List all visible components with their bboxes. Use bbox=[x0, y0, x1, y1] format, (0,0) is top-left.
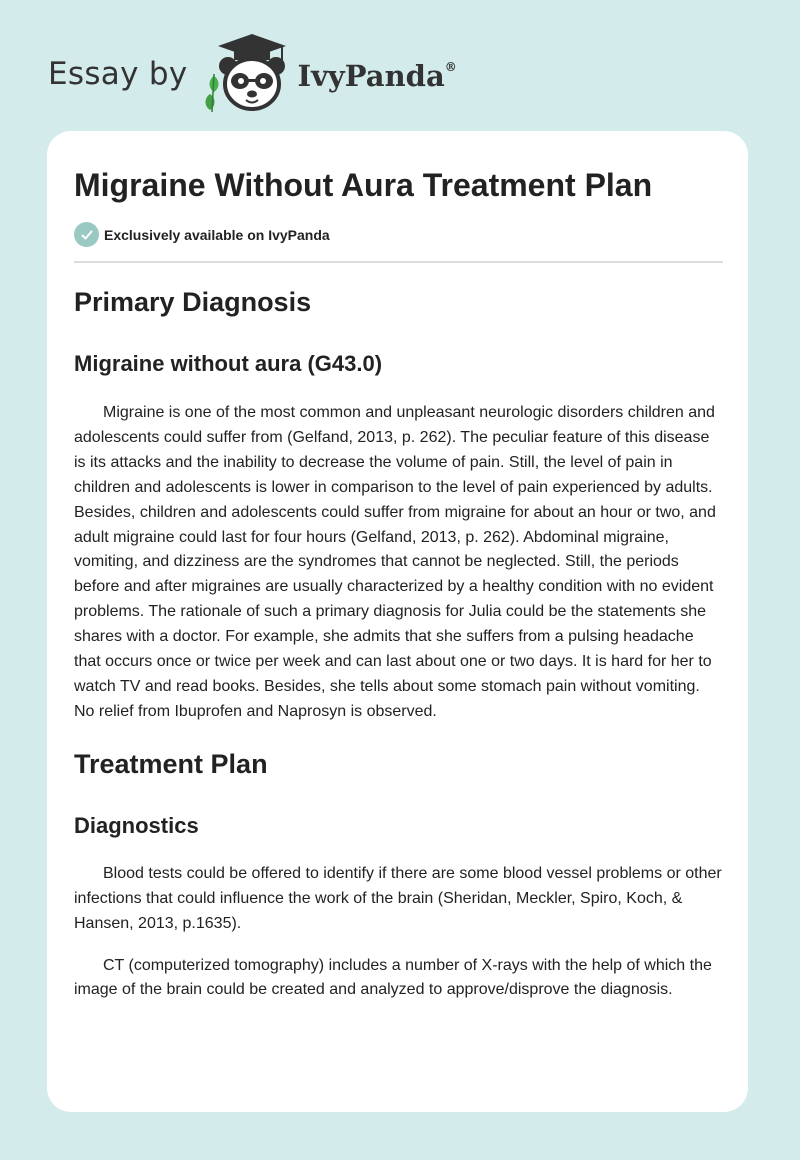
paragraph-diagnostics-1: Blood tests could be offered to identify if there are some blood vessel problems or other infections that could influence the work of the brain (Sheridan, Meckler, Spiro, Koch, & Hansen, 2013, p.1635). bbox=[74, 864, 722, 932]
ivy-leaf-icon bbox=[205, 74, 218, 112]
subheading-diagnostics: Diagnostics bbox=[74, 812, 199, 838]
panda-logo-icon bbox=[200, 34, 296, 114]
paragraph-migraine: Migraine is one of the most common and unpleasant neurologic disorders children and adolescents could suffer from (Gelfand, 2013, p. 262). The peculiar feature of this disease is its attacks and the inability to decrease the volume of pain. Still, the level of pain in children and adolescents is lower in comparison to the level of pain experienced by adults. Besides, children and adolescents could suffer from migraine for about an hour or two, and adult migraine could last for four hours (Gelfand, 2013, p. 262). Abdominal migraine, vomiting, and dizziness are the syndromes that cannot be neglected. Still, the periods before and after migraines are usually characterized by a healthy condition with no evident problems. The rationale of such a primary diagnosis for Julia could be the statements she shares with a doctor. For example, she admits that she suffers from a pulsing headache that occurs once or twice per week and can last about one or two days. It is hard for her to watch TV and read books. Besides, she tells about some stomach pain without vomiting. No relief from Ibuprofen and Naprosyn is observed. bbox=[74, 404, 716, 720]
exclusive-badge-label: Exclusively available on IvyPanda bbox=[104, 226, 330, 243]
paragraph-diagnostics-2: CT (computerized tomography) includes a number of X-rays with the help of which the image of the brain could be created and analyzed to approve/disprove the diagnosis. bbox=[74, 956, 712, 999]
exclusive-badge bbox=[74, 222, 330, 247]
page-title: Migraine Without Aura Treatment Plan bbox=[74, 167, 653, 203]
subheading-migraine: Migraine without aura (G43.0) bbox=[74, 351, 383, 376]
section-heading-primary-diagnosis: Primary Diagnosis bbox=[74, 287, 312, 317]
brand-name: IvyPanda® bbox=[297, 59, 457, 93]
essay-card bbox=[47, 131, 748, 1112]
check-icon bbox=[74, 222, 99, 247]
divider bbox=[74, 261, 723, 263]
section-heading-treatment-plan: Treatment Plan bbox=[74, 748, 268, 779]
essay-by-label: Essay by bbox=[48, 56, 188, 92]
article-body bbox=[74, 285, 724, 1003]
site-header bbox=[48, 34, 457, 114]
